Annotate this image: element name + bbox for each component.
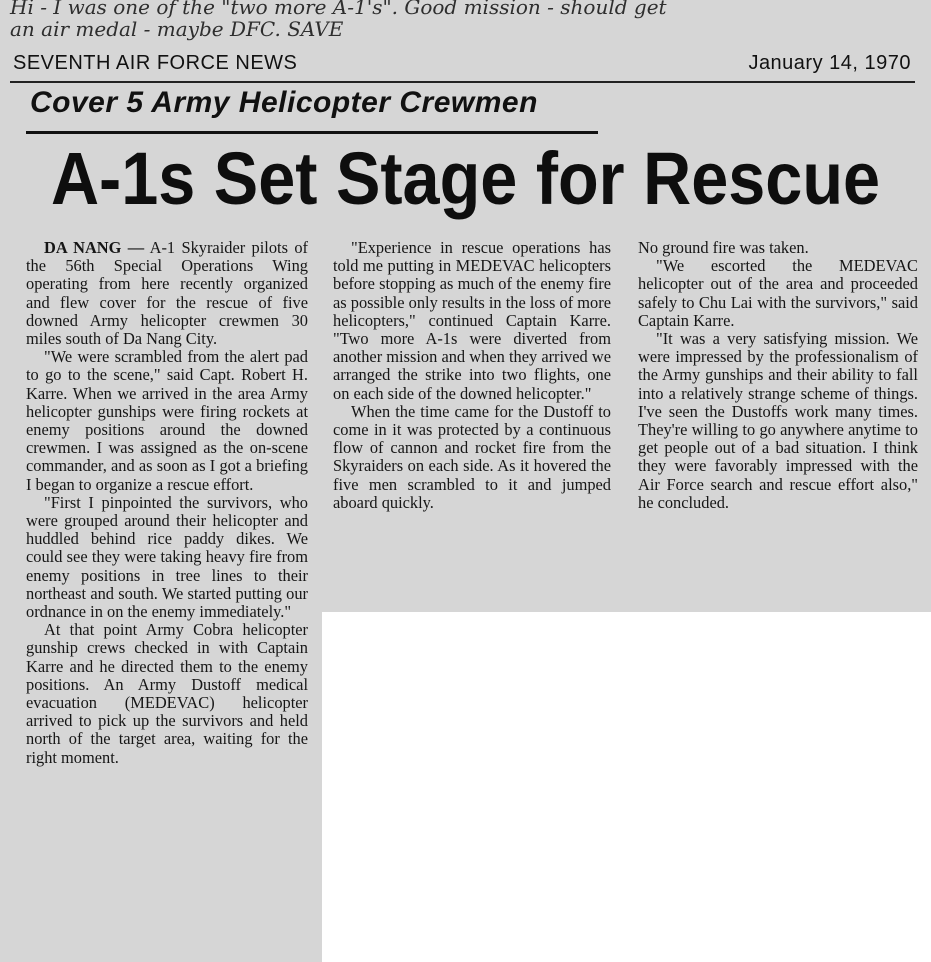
article-column-3	[638, 239, 918, 512]
article-paragraph: "We escorted the MEDEVAC helicopter out of the area and proceeded safely to Chu Lai with the survivors," said Captain Karre.	[638, 256, 918, 330]
handwritten-note-line-2: an air medal - maybe DFC. SAVE	[10, 17, 344, 41]
article-paragraph: "Experience in rescue operations has told me putting in MEDEVAC helicopters before stopping as much of the enemy fire as possible only results in the loss of more helicopters," continued Captain Karre. "Two more A-1s were diverted from another mission and when they arrived we arranged the strike into two flights, one on each side of the downed helicopter."	[333, 238, 611, 403]
publication-date: January 14, 1970	[748, 52, 911, 74]
handwritten-note	[10, 0, 920, 40]
article-paragraph: No ground fire was taken.	[638, 238, 809, 257]
article-paragraph: At that point Army Cobra helicopter gunship crews checked in with Captain Karre and he directed them to the enemy positions. An Army Dustoff medical evacuation (MEDEVAC) helicopter arrived to pick up the survivors and held north of the target area, waiting for the right moment.	[26, 620, 308, 767]
kicker-rule	[26, 131, 598, 134]
kicker-headline: Cover 5 Army Helicopter Crewmen	[30, 86, 538, 119]
article-paragraph: "First I pinpointed the survivors, who were grouped around their helicopter and huddled behind rice paddy dikes. We could see they were taking heavy fire from enemy positions in tree lines to their northeast and south. We started putting our ordnance in on the enemy immediately."	[26, 492, 308, 622]
article-paragraph: "We were scrambled from the alert pad to go to the scene," said Capt. Robert H. Karre. When we arrived in the area Army helicopter gunships were firing rockets at enemy positions around the downed crewmen. I was assigned as the on-scene commander, and as soon as I got a briefing I began to organize a rescue effort.	[26, 347, 308, 494]
article-column-1	[26, 239, 308, 767]
masthead-rule	[10, 81, 915, 83]
article-column-2	[333, 239, 611, 512]
publication-name: SEVENTH AIR FORCE NEWS	[13, 52, 298, 74]
article-paragraph: When the time came for the Dustoff to come in it was protected by a continuous flow of cannon and rocket fire from the Skyraiders on each side. As it hovered the five men scrambled to it and jumped aboard quickly.	[333, 401, 611, 512]
article-paragraph: DA NANG — A-1 Skyraider pilots of the 56th Special Operations Wing operating from here recently organized and flew cover for the rescue of five downed Army helicopter crewmen 30 miles south of Da Nang City.	[26, 238, 308, 349]
dateline: DA NANG —	[44, 238, 145, 257]
main-headline: A-1s Set Stage for Rescue	[50, 137, 881, 220]
article-paragraph: "It was a very satisfying mission. We were impressed by the professionalism of the Army gunships and their ability to fall into a relatively strange scheme of things. I've seen the Dustoffs work many times. They're willing to go anywhere anytime to get people out of a bad situation. I think they were favorably impressed with the Air Force search and rescue effort also," he concluded.	[638, 329, 918, 512]
handwritten-note-line-1: Hi - I was one of the "two more A-1's". Good mission - should get	[10, 0, 667, 19]
